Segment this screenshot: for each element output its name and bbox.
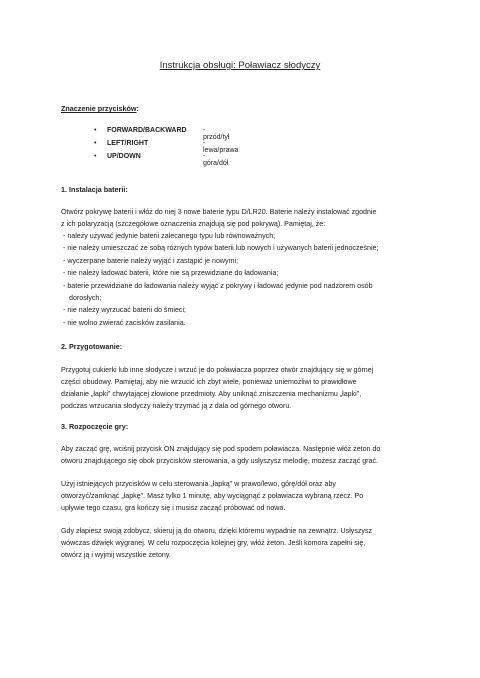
section1-line: Otwórz pokrywę baterii i włóż do niej 3 nowe baterie typu D/LR20. Baterie należy instalować zgodnie: [61, 208, 377, 216]
section2-line: podczas wrzucania słodyczy należy trzymać ją z dala od górnego otworu.: [61, 402, 292, 410]
list-item-continuation: dorosłych;: [69, 294, 102, 302]
section3-heading: 3. Rozpoczęcie gry:: [61, 422, 129, 431]
button-desc: - góra/dół: [203, 153, 229, 167]
section2-heading: 2. Przygotowanie:: [61, 342, 123, 351]
section3-para2-line: upływie tego czasu, gra kończy się i musisz zacząć próbować od nowa.: [61, 504, 286, 512]
section3-para2-line: Użyj istniejących przycisków w celu sterowania „łapką" w prawo/lewo, górę/dół oraz aby: [61, 480, 336, 488]
section1-line: z ich polaryzacją (szczegółowe oznaczenia znajdują się pod pokrywą). Pamiętaj, że:: [61, 220, 326, 228]
section3-para1-line: Aby zacząć grę, wciśnij przycisk ON znajdujący się pod spodem poławiacza. Następnie włóż żeton do: [61, 445, 381, 453]
list-item: - nie wolno zwierać zacisków zasilania.: [63, 319, 186, 327]
section1-heading: 1. Instalacja baterii:: [61, 185, 128, 194]
buttons-heading: [61, 104, 139, 113]
document-title: Instrukcja obsługi: Poławiacz słodyczy: [159, 60, 321, 71]
button-name: FORWARD/BACKWARD: [107, 127, 187, 134]
bullet-icon: •: [94, 127, 97, 134]
list-item: - nie należy umieszczać ze sobą różnych typów baterii lub nowych i używanych baterii jednocześnie;: [63, 244, 379, 252]
bullet-icon: •: [94, 153, 97, 160]
list-item: - baterie przewidziane do ładowania należy wyjąć z pokrywy i ładować jedynie pod nadzorem osób: [63, 282, 373, 290]
section2-line: działanie „łapki" chwytającej złowione przedmioty. Aby uniknąć zniszczenia mechanizmu „łapki",: [61, 390, 362, 398]
section2-line: części obudowy. Pamiętaj, aby nie wrzucić ich zbyt wiele, ponieważ uniemożliwi to prawidłowe: [61, 378, 357, 386]
list-item: - należy używać jedynie baterii zalecanego typu lub równoważnych;: [63, 232, 276, 240]
list-item: - wyczerpane baterie należy wyjąć i zastąpić je nowymi;: [63, 257, 239, 265]
section2-line: Przygotuj cukierki lub inne słodycze i wrzuć je do poławiacza poprzez otwór znajdujący się w górnej: [61, 366, 374, 374]
section3-para3-line: wówczas dźwięk wygranej. W celu rozpoczęcia kolejnej gry, włóż żeton. Jeśli komora zapełni się,: [61, 539, 366, 547]
buttons-heading-text: Znaczenie przycisków: [61, 104, 137, 113]
button-desc: - lewa/prawa: [203, 140, 239, 154]
section3-para3-line: Gdy złapiesz swoją zdobycz, skieruj ją do otworu, dzięki któremu wypadnie na zewnątrz. Usłyszysz: [61, 527, 373, 535]
button-name: UP/DOWN: [107, 153, 141, 160]
list-item: - nie należy wyrzucać baterii do śmieci;: [63, 306, 187, 314]
section3-para3-line: otwórz ją i wyjmij wszystkie żetony.: [61, 551, 171, 559]
bullet-icon: •: [94, 140, 97, 147]
button-name: LEFT/RIGHT: [107, 140, 149, 147]
list-item: - nie należy ładować baterii, które nie są przewidziane do ładowania;: [63, 269, 279, 277]
section3-para2-line: otworzyć/zamknąć „łapkę". Masz tylko 1 minutę, aby wyciągnąć z poławiacza wybraną rzecz. Po: [61, 492, 364, 500]
buttons-heading-colon: :: [136, 104, 139, 113]
section3-para1-line: otworu znajdującego się obok przycisków sterowania, a gdy usłyszysz melodię, możesz zacząć grać.: [61, 457, 378, 465]
button-desc: - przód/tył: [203, 127, 230, 141]
